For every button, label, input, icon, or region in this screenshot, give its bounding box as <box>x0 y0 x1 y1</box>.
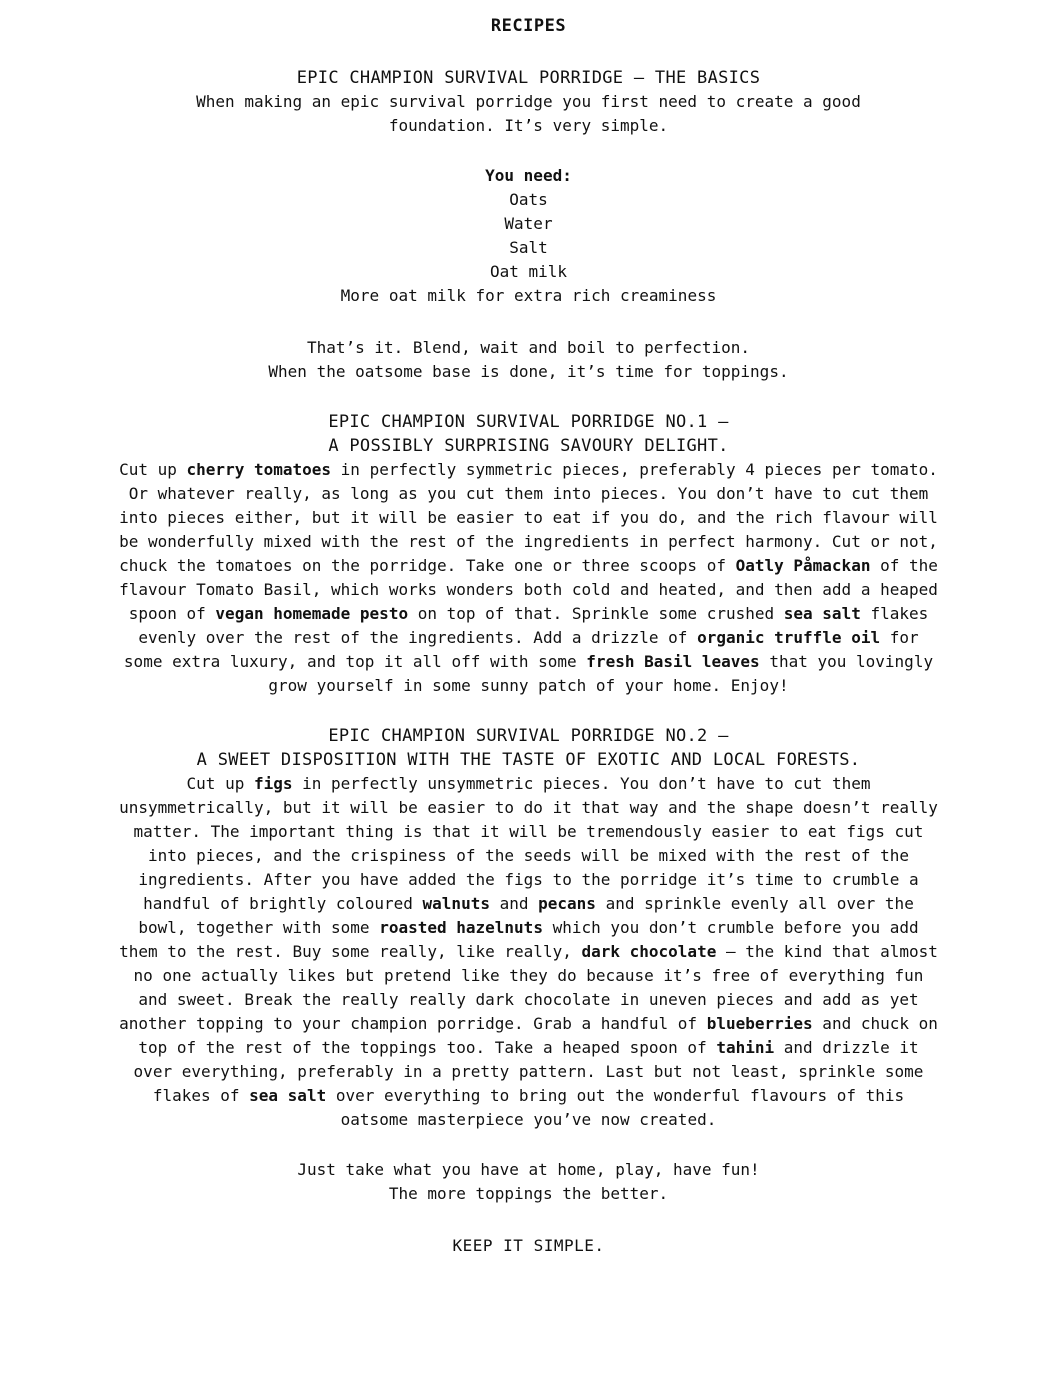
text-segment: in perfectly unsymmetric pieces. You don’t have to cut them unsymmetrically, but it will be easier to do it that way and the shape doesn’t really matter. The important thing is that it will be tremendously easier to eat figs cut into pieces, and the crispiness of the seeds will be mixed with the rest of the ingredients. After you have added the figs to the porridge it’s time to crumble a handful of brightly coloured <box>119 774 938 913</box>
ingredient-highlight: blueberries <box>706 1014 813 1033</box>
ingredient-highlight: organic truffle oil <box>697 628 881 647</box>
ingredient-highlight: pecans <box>538 894 596 913</box>
text-segment: – the kind that almost no one actually likes but pretend like they do because it’s free of everything fun and sweet. Break the really really dark chocolate in uneven pieces and add as yet another topping to your champion porridge. Grab a handful of <box>119 942 938 1033</box>
recipe-1-body <box>119 458 939 698</box>
ingredient-highlight: vegan homemade pesto <box>215 604 409 623</box>
ingredient-highlight: walnuts <box>422 894 490 913</box>
ingredients-label: You need: <box>485 166 572 185</box>
basics-section <box>0 66 1057 384</box>
text-segment: over everything to bring out the wonderful flavours of this oatsome masterpiece you’ve now created. <box>326 1086 905 1129</box>
text-segment: and sprinkle evenly all over the bowl, together with some <box>138 894 914 937</box>
ingredient-highlight: figs <box>253 774 293 793</box>
text-segment: of the flavour Tomato Basil, which works wonders both cold and heated, and then add a heaped spoon of <box>119 556 938 623</box>
closing-line-2: The more toppings the better. <box>388 1184 669 1203</box>
ingredient-highlight: dark chocolate <box>581 942 717 961</box>
recipe-2-body <box>119 772 939 1132</box>
text-segment: for some extra luxury, and top it all off with some <box>123 628 919 671</box>
ingredients-list <box>0 164 1057 308</box>
document-title: RECIPES <box>490 16 567 36</box>
basics-intro: When making an epic survival porridge you first need to create a good foundation. It’s very simple. <box>196 92 861 135</box>
ingredient-item: Salt <box>509 238 548 257</box>
text-segment: and chuck on top of the rest of the toppings too. Take a heaped spoon of <box>138 1014 938 1057</box>
text-segment: in perfectly symmetric pieces, preferably 4 pieces per tomato. Or whatever really, as long as you cut them into pieces. You don’t have to cut them into pieces either, but it will be easier to eat if you do, and the rich flavour will be wonderfully mixed with the rest of the ingredients in perfect harmony. Cut or not, chuck the tomatoes on the porridge. Take one or three scoops of <box>119 460 938 575</box>
ingredient-highlight: sea salt <box>783 604 861 623</box>
text-segment: and drizzle it over everything, preferably in a pretty pattern. Last but not least, sprinkle some flakes of <box>133 1038 924 1105</box>
ingredient-highlight: cherry tomatoes <box>186 460 332 479</box>
ingredient-highlight: fresh Basil leaves <box>586 652 760 671</box>
ingredient-highlight: roasted hazelnuts <box>379 918 543 937</box>
recipe-2-heading-line-2: A SWEET DISPOSITION WITH THE TASTE OF EXOTIC AND LOCAL FORESTS. <box>196 750 861 770</box>
ingredient-item: Water <box>504 214 553 233</box>
closing-motto: KEEP IT SIMPLE. <box>452 1236 605 1255</box>
basics-heading: EPIC CHAMPION SURVIVAL PORRIDGE – THE BASICS <box>296 68 761 88</box>
basics-outro-line-2: When the oatsome base is done, it’s time for toppings. <box>268 362 789 381</box>
text-segment: and <box>489 894 539 913</box>
ingredient-item: More oat milk for extra rich creaminess <box>340 286 717 305</box>
ingredient-highlight: sea salt <box>249 1086 327 1105</box>
ingredient-highlight: tahini <box>716 1038 775 1057</box>
recipe-2-heading-line-1: EPIC CHAMPION SURVIVAL PORRIDGE NO.2 – <box>328 726 729 746</box>
closing-line-1: Just take what you have at home, play, have fun! <box>297 1160 760 1179</box>
text-segment: that you lovingly grow yourself in some sunny patch of your home. Enjoy! <box>268 652 934 695</box>
recipe-2-section <box>0 724 1057 1132</box>
text-segment: on top of that. Sprinkle some crushed <box>408 604 784 623</box>
recipe-1-heading-line-2: A POSSIBLY SURPRISING SAVOURY DELIGHT. <box>328 436 729 456</box>
closing-section <box>0 1158 1057 1258</box>
text-segment: which you don’t crumble before you add them to the rest. Buy some really, like really, <box>119 918 919 961</box>
text-segment: flakes evenly over the rest of the ingredients. Add a drizzle of <box>138 604 929 647</box>
recipe-1-heading-line-1: EPIC CHAMPION SURVIVAL PORRIDGE NO.1 – <box>328 412 729 432</box>
ingredient-highlight: Oatly Påmackan <box>735 556 871 575</box>
text-segment: Cut up <box>186 774 254 793</box>
ingredient-item: Oat milk <box>489 262 568 281</box>
basics-outro-line-1: That’s it. Blend, wait and boil to perfection. <box>306 338 751 357</box>
recipe-1-section <box>0 410 1057 698</box>
ingredient-item: Oats <box>509 190 548 209</box>
text-segment: Cut up <box>119 460 187 479</box>
